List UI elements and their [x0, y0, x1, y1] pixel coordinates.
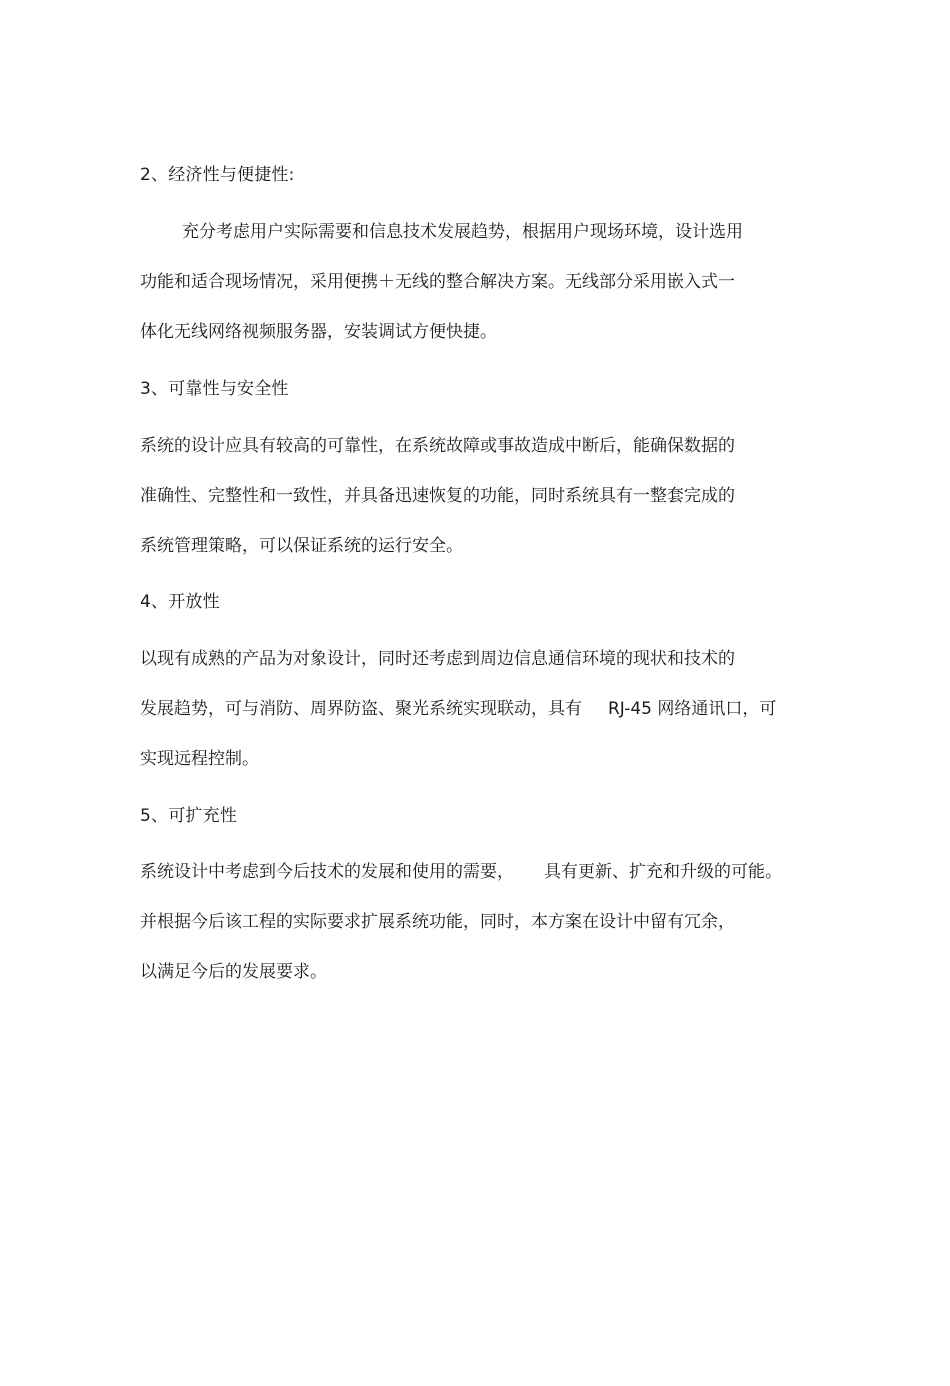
section-2-line-2: 功能和适合现场情况，采用便携＋无线的整合解决方案。无线部分采用嵌入式一: [140, 272, 735, 292]
section-5-line-1-part-a: 系统设计中考虑到今后技术的发展和使用的需要，: [140, 862, 514, 882]
section-4-line-3: 实现远程控制。: [140, 749, 259, 769]
section-5-line-2: 并根据今后该工程的实际要求扩展系统功能，同时，本方案在设计中留有冗余，: [140, 912, 735, 932]
section-2-heading: 2、经济性与便捷性:: [140, 165, 295, 185]
section-2-line-1: 充分考虑用户实际需要和信息技术发展趋势，根据用户现场环境，设计选用: [182, 222, 743, 242]
section-4-heading: 4、开放性: [140, 592, 220, 612]
section-3-line-2: 准确性、完整性和一致性，并具备迅速恢复的功能，同时系统具有一整套完成的: [140, 486, 735, 506]
section-5-line-3: 以满足今后的发展要求。: [140, 962, 327, 982]
section-2-line-3: 体化无线网络视频服务器，安装调试方便快捷。: [140, 322, 497, 342]
section-5-line-1: [140, 861, 782, 883]
section-3-line-3: 系统管理策略，可以保证系统的运行安全。: [140, 536, 463, 556]
section-5-line-1-part-b: 具有更新、扩充和升级的可能。: [544, 862, 782, 882]
section-4-line-2: [140, 698, 776, 720]
section-3-heading: 3、可靠性与安全性: [140, 379, 289, 399]
section-4-line-2-part-b: RJ-45 网络通讯口，可: [608, 699, 777, 719]
section-3-line-1: 系统的设计应具有较高的可靠性，在系统故障或事故造成中断后，能确保数据的: [140, 436, 735, 456]
section-5-heading: 5、可扩充性: [140, 806, 238, 826]
section-4-line-2-part-a: 发展趋势，可与消防、周界防盗、聚光系统实现联动，具有: [140, 699, 582, 719]
section-4-line-1: 以现有成熟的产品为对象设计，同时还考虑到周边信息通信环境的现状和技术的: [140, 649, 735, 669]
